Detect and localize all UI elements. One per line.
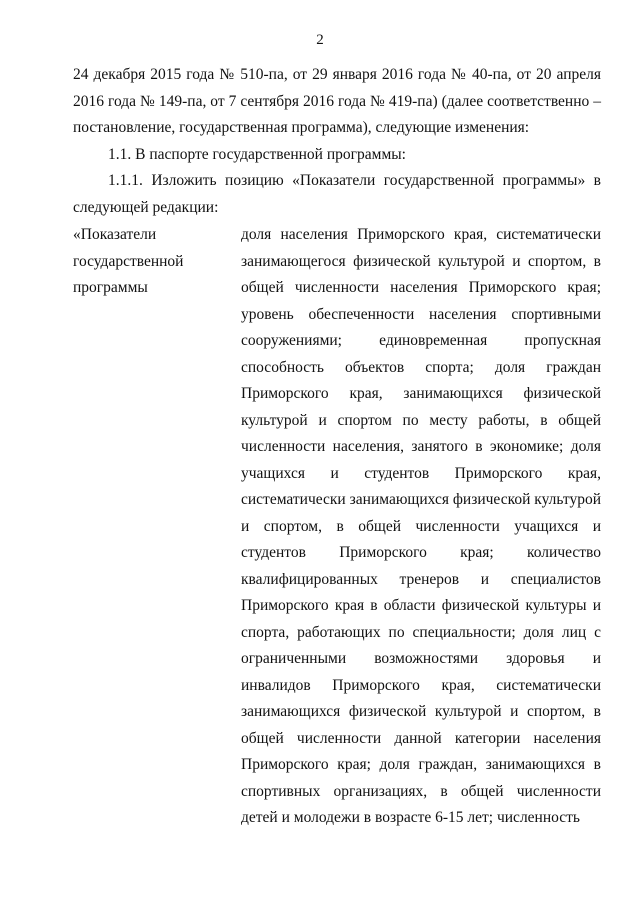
- left-line-1: «Показатели: [73, 226, 157, 243]
- left-line-2: государственной: [73, 252, 184, 270]
- table-left-column: [73, 222, 241, 832]
- paragraph-item-1-1: 1.1. В паспорте государственной программы:: [108, 145, 406, 163]
- paragraph-continuation: 24 декабря 2015 года № 510-па, от 29 января 2016 года № 40-па, от 20 апреля 2016 года № 149-па, от 7 сентября 2016 года № 419-па) (далее соответственно – постановление, государственная программа), следующие изменения:: [73, 66, 601, 136]
- table-right-column: доля населения Приморского края, систематически занимающегося физической культурой и спортом, в общей численности населения Приморского края; уровень обеспеченности населения спортивными сооружениями; единовременная пропускная способность объектов спорта; доля граждан Приморского края, занимающихся физической культурой и спортом по месту работы, в общей численности населения, занятого в экономике; доля учащихся и студентов Приморского края, систематически занимающихся физической культурой и спортом, в общей численности учащихся и студентов Приморского края; количество квалифицированных тренеров и специалистов Приморского края в области физической культуры и спорта, работающих по специальности; доля лиц с ограниченными возможностями здоровья и инвалидов Приморского края, систематически занимающихся физической культурой и спортом, в общей численности данной категории населения Приморского края; доля граждан, занимающихся в спортивных организациях, в общей численности детей и молодежи в возрасте 6-15 лет; численность: [241, 226, 601, 826]
- paragraph-item-1-1-1: 1.1.1. Изложить позицию «Показатели государственной программы» в следующей редакции:: [73, 172, 601, 216]
- left-line-3: программы: [73, 279, 148, 296]
- passport-table: [73, 222, 601, 832]
- page-number: 2: [316, 32, 324, 48]
- intro-text: [73, 62, 601, 221]
